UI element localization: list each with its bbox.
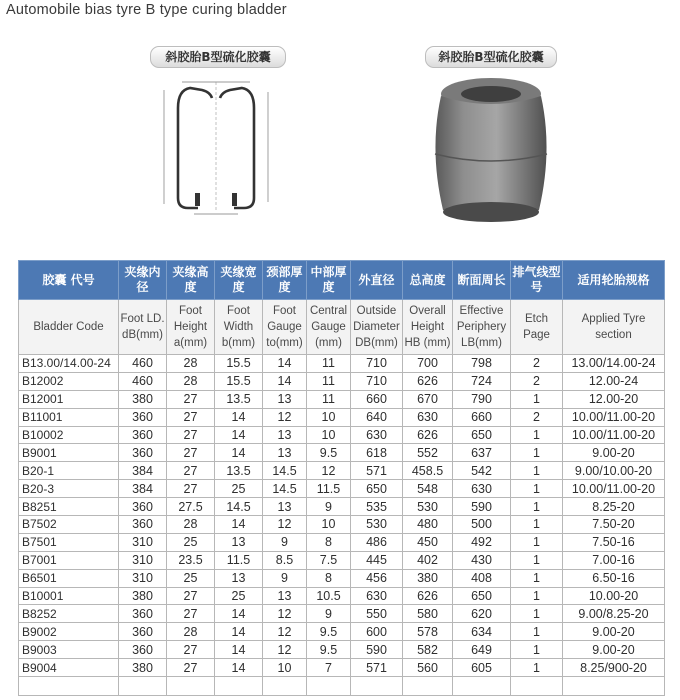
table-cell: 360 [119,498,167,516]
table-cell: 450 [403,533,453,551]
table-cell: 310 [119,551,167,569]
table-cell: 14.5 [263,480,307,498]
table-cell: 1 [511,498,563,516]
table-cell: 530 [351,516,403,534]
bladder-photo [425,70,555,230]
table-cell: 13 [263,498,307,516]
table-cell: 1 [511,569,563,587]
table-cell: 1 [511,605,563,623]
table-row [19,498,665,516]
table-cell: 12.00-24 [563,372,665,390]
spec-table [18,260,665,696]
table-cell: 1 [511,587,563,605]
header-cell: 中部厚度 [307,261,351,300]
table-cell: 14 [215,426,263,444]
bladder-code-cell: B7502 [19,516,119,534]
table-row [19,623,665,641]
table-cell: 1 [511,390,563,408]
table-cell: 724 [453,372,511,390]
table-cell: 12 [263,605,307,623]
table-row [19,355,665,373]
table-cell: 27 [167,641,215,659]
table-cell: 8.5 [263,551,307,569]
table-cell: 14 [263,355,307,373]
table-cell: 560 [403,659,453,677]
table-cell: 630 [351,426,403,444]
header-cell: 断面周长 [453,261,511,300]
table-cell: 11 [307,355,351,373]
header-cell: 适用轮胎规格 [563,261,665,300]
table-cell: 710 [351,355,403,373]
table-cell: 27 [167,390,215,408]
table-cell: 1 [511,533,563,551]
header-cell: Effective Periphery LB(mm) [453,300,511,355]
empty-cell [19,677,119,696]
table-cell: 430 [453,551,511,569]
table-cell: 582 [403,641,453,659]
table-cell: 25 [167,569,215,587]
table-cell: 480 [403,516,453,534]
empty-cell [263,677,307,696]
table-cell: 7 [307,659,351,677]
table-cell: 11 [307,390,351,408]
table-cell: 7.00-16 [563,551,665,569]
table-cell: 630 [403,408,453,426]
table-cell: 14 [215,408,263,426]
bladder-code-cell: B12001 [19,390,119,408]
table-cell: 9 [307,498,351,516]
table-cell: 12 [263,516,307,534]
table-cell: 460 [119,355,167,373]
table-row [19,641,665,659]
table-cell: 9.5 [307,641,351,659]
header-cell: 总高度 [403,261,453,300]
table-row [19,444,665,462]
table-cell: 1 [511,444,563,462]
table-cell: 571 [351,659,403,677]
table-cell: 10 [307,426,351,444]
table-cell: 445 [351,551,403,569]
bladder-code-cell: B8251 [19,498,119,516]
header-cell: 外直径 [351,261,403,300]
table-row [19,480,665,498]
table-cell: 1 [511,426,563,444]
table-cell: 640 [351,408,403,426]
table-cell: 7.50-20 [563,516,665,534]
table-cell: 9.00-20 [563,623,665,641]
table-cell: 530 [403,498,453,516]
table-cell: 360 [119,605,167,623]
table-cell: 360 [119,516,167,534]
header-cell: 夹缘内径 [119,261,167,300]
bladder-code-cell: B13.00/14.00-24 [19,355,119,373]
empty-cell [215,677,263,696]
table-cell: 550 [351,605,403,623]
table-cell: 10 [263,659,307,677]
table-cell: 637 [453,444,511,462]
table-row [19,587,665,605]
table-cell: 1 [511,659,563,677]
table-cell: 8.25/900-20 [563,659,665,677]
table-cell: 620 [453,605,511,623]
table-cell: 630 [453,480,511,498]
table-cell: 380 [119,390,167,408]
bladder-code-cell: B9004 [19,659,119,677]
header-cell: Central Gauge (mm) [307,300,351,355]
table-row [19,551,665,569]
table-cell: 10.00/11.00-20 [563,408,665,426]
table-cell: 535 [351,498,403,516]
table-row [19,533,665,551]
bladder-code-cell: B9001 [19,444,119,462]
table-cell: 626 [403,372,453,390]
bladder-code-cell: B8252 [19,605,119,623]
table-cell: 28 [167,516,215,534]
table-cell: 486 [351,533,403,551]
empty-cell [167,677,215,696]
table-cell: 798 [453,355,511,373]
bladder-code-cell: B7501 [19,533,119,551]
table-cell: 548 [403,480,453,498]
table-cell: 380 [403,569,453,587]
header-cell: Foot Width b(mm) [215,300,263,355]
bladder-code-cell: B9003 [19,641,119,659]
table-cell: 14 [263,372,307,390]
header-cell: Foot LD. dB(mm) [119,300,167,355]
empty-row [19,677,665,696]
table-cell: 1 [511,516,563,534]
table-cell: 2 [511,408,563,426]
table-cell: 492 [453,533,511,551]
table-cell: 2 [511,355,563,373]
table-cell: 630 [351,587,403,605]
bladder-code-cell: B12002 [19,372,119,390]
table-cell: 380 [119,659,167,677]
chinese-header-row [19,261,665,300]
table-cell: 1 [511,623,563,641]
table-cell: 9.00/8.25-20 [563,605,665,623]
table-cell: 360 [119,426,167,444]
table-cell: 10.00-20 [563,587,665,605]
table-row [19,372,665,390]
table-cell: 310 [119,569,167,587]
table-cell: 649 [453,641,511,659]
header-cell: Foot Gauge to(mm) [263,300,307,355]
table-cell: 710 [351,372,403,390]
header-cell: Bladder Code [19,300,119,355]
table-cell: 580 [403,605,453,623]
table-cell: 360 [119,641,167,659]
table-cell: 660 [351,390,403,408]
table-cell: 27 [167,587,215,605]
table-cell: 408 [453,569,511,587]
table-cell: 12 [263,641,307,659]
table-cell: 670 [403,390,453,408]
table-cell: 402 [403,551,453,569]
header-cell: Outside Diameter DB(mm) [351,300,403,355]
table-cell: 27 [167,444,215,462]
table-cell: 14.5 [215,498,263,516]
table-row [19,605,665,623]
table-cell: 8.25-20 [563,498,665,516]
table-cell: 6.50-16 [563,569,665,587]
table-cell: 380 [119,587,167,605]
table-cell: 600 [351,623,403,641]
table-cell: 12 [263,623,307,641]
header-cell: Applied Tyre section [563,300,665,355]
header-cell: 胶囊 代号 [19,261,119,300]
table-cell: 14 [215,659,263,677]
table-cell: 14 [215,623,263,641]
table-cell: 650 [453,426,511,444]
page-title: Automobile bias tyre B type curing bladder [6,2,287,18]
table-cell: 384 [119,480,167,498]
table-cell: 27 [167,659,215,677]
table-row [19,516,665,534]
table-cell: 1 [511,551,563,569]
empty-cell [453,677,511,696]
diagram-label: 斜胶胎B型硫化胶囊 [150,46,286,68]
table-cell: 634 [453,623,511,641]
table-cell: 542 [453,462,511,480]
table-cell: 9 [263,569,307,587]
table-cell: 660 [453,408,511,426]
table-cell: 9.5 [307,444,351,462]
bladder-code-cell: B11001 [19,408,119,426]
table-cell: 28 [167,623,215,641]
table-cell: 790 [453,390,511,408]
table-cell: 1 [511,462,563,480]
table-cell: 8 [307,569,351,587]
table-cell: 458.5 [403,462,453,480]
table-cell: 14.5 [263,462,307,480]
table-cell: 552 [403,444,453,462]
table-cell: 590 [351,641,403,659]
bladder-code-cell: B20-1 [19,462,119,480]
table-cell: 27 [167,605,215,623]
header-cell: Foot Height a(mm) [167,300,215,355]
table-cell: 460 [119,372,167,390]
empty-cell [119,677,167,696]
table-row [19,426,665,444]
table-cell: 27 [167,408,215,426]
table-cell: 14 [215,516,263,534]
table-cell: 14 [215,641,263,659]
table-cell: 10 [307,516,351,534]
table-cell: 1 [511,641,563,659]
table-cell: 1 [511,480,563,498]
table-cell: 7.50-16 [563,533,665,551]
table-cell: 650 [453,587,511,605]
empty-cell [403,677,453,696]
table-cell: 13 [263,426,307,444]
table-cell: 626 [403,587,453,605]
table-cell: 15.5 [215,355,263,373]
table-cell: 2 [511,372,563,390]
table-cell: 13.5 [215,390,263,408]
bladder-code-cell: B7001 [19,551,119,569]
empty-cell [351,677,403,696]
table-cell: 9.00-20 [563,444,665,462]
table-cell: 590 [453,498,511,516]
table-cell: 13 [263,587,307,605]
table-cell: 10 [307,408,351,426]
header-cell: 颈部厚度 [263,261,307,300]
table-cell: 310 [119,533,167,551]
table-row [19,408,665,426]
table-cell: 13 [263,444,307,462]
table-cell: 25 [215,480,263,498]
table-cell: 618 [351,444,403,462]
table-cell: 14 [215,444,263,462]
bladder-cross-section-diagram [150,68,280,218]
table-row [19,390,665,408]
header-cell: 夹缘高度 [167,261,215,300]
table-cell: 9 [263,533,307,551]
empty-cell [563,677,665,696]
table-cell: 605 [453,659,511,677]
table-cell: 27 [167,462,215,480]
bladder-code-cell: B10001 [19,587,119,605]
table-cell: 12 [263,408,307,426]
table-cell: 9.00/10.00-20 [563,462,665,480]
table-cell: 10.00/11.00-20 [563,426,665,444]
table-body [19,355,665,696]
table-cell: 650 [351,480,403,498]
table-cell: 10.00/11.00-20 [563,480,665,498]
table-cell: 13 [215,533,263,551]
table-cell: 25 [215,587,263,605]
table-cell: 13 [215,569,263,587]
table-cell: 8 [307,533,351,551]
header-cell: Overall Height HB (mm) [403,300,453,355]
table-cell: 9 [307,605,351,623]
photo-label: 斜胶胎B型硫化胶囊 [425,46,557,68]
header-cell: 排气线型号 [511,261,563,300]
table-cell: 27 [167,426,215,444]
table-cell: 11 [307,372,351,390]
table-cell: 13.00/14.00-24 [563,355,665,373]
table-cell: 500 [453,516,511,534]
table-cell: 9.00-20 [563,641,665,659]
bladder-code-cell: B10002 [19,426,119,444]
table-cell: 12 [307,462,351,480]
bladder-code-cell: B20-3 [19,480,119,498]
table-cell: 27.5 [167,498,215,516]
header-cell: 夹缘宽度 [215,261,263,300]
empty-cell [511,677,563,696]
table-cell: 28 [167,355,215,373]
table-cell: 14 [215,605,263,623]
table-cell: 360 [119,444,167,462]
table-cell: 10.5 [307,587,351,605]
table-cell: 456 [351,569,403,587]
table-cell: 15.5 [215,372,263,390]
table-cell: 578 [403,623,453,641]
table-cell: 13.5 [215,462,263,480]
empty-cell [307,677,351,696]
english-header-row [19,300,665,355]
table-cell: 700 [403,355,453,373]
table-cell: 9.5 [307,623,351,641]
table-cell: 360 [119,623,167,641]
table-cell: 11.5 [307,480,351,498]
header-cell: Etch Page [511,300,563,355]
table-cell: 12.00-20 [563,390,665,408]
table-row [19,569,665,587]
table-row [19,659,665,677]
table-cell: 25 [167,533,215,551]
table-cell: 13 [263,390,307,408]
table-cell: 27 [167,480,215,498]
table-cell: 384 [119,462,167,480]
table-cell: 7.5 [307,551,351,569]
table-cell: 571 [351,462,403,480]
table-cell: 28 [167,372,215,390]
table-cell: 23.5 [167,551,215,569]
table-row [19,462,665,480]
bladder-code-cell: B6501 [19,569,119,587]
table-cell: 360 [119,408,167,426]
table-cell: 11.5 [215,551,263,569]
table-cell: 626 [403,426,453,444]
bladder-code-cell: B9002 [19,623,119,641]
